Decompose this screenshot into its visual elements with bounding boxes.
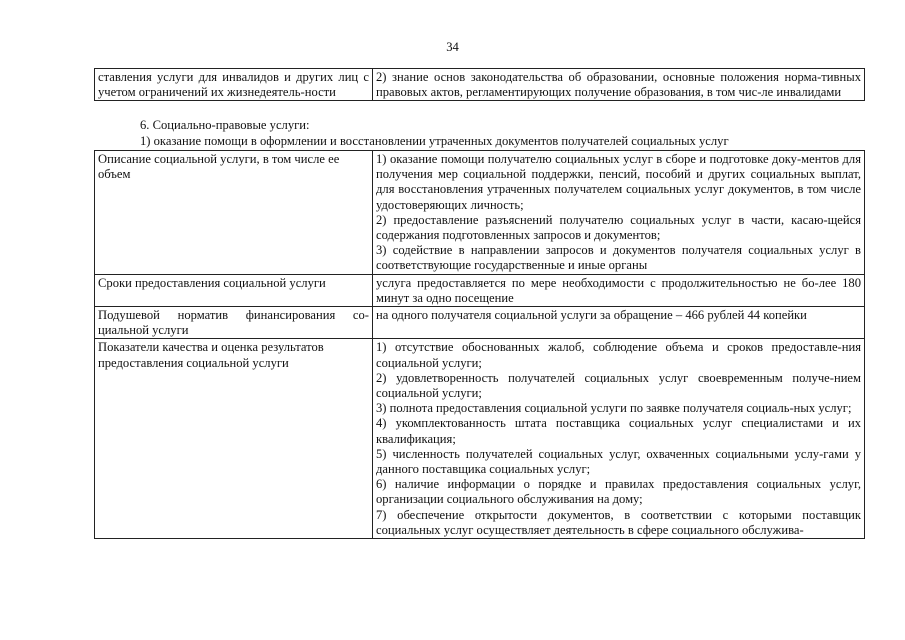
table-cell-label: Подушевой норматив финансирования со-циальной услуги: [95, 307, 373, 339]
table-cell-value: 2) знание основ законодательства об образовании, основные положения норма-тивных правовых актов, регламентирующих получение образования, в том чис-ле инвалидами: [373, 69, 865, 101]
list-item: 3) содействие в направлении запросов и документов получателя социальных услуг в соответствующие государственные и иные органы: [376, 243, 861, 273]
table-cell-label: ставления услуги для инвалидов и других лиц с учетом ограничений их жизнедеятель-ности: [95, 69, 373, 101]
page-number: 34: [446, 40, 459, 54]
list-item: 4) укомплектованность штата поставщика социальных услуг специалистами и их квалификация;: [376, 416, 861, 446]
list-item: 3) полнота предоставления социальной услуги по заявке получателя социаль-ных услуг;: [376, 401, 852, 416]
table-row: [95, 307, 865, 339]
table-cell-label: Описание социальной услуги, в том числе ее объем: [95, 151, 373, 275]
table-cell-value: [373, 339, 865, 539]
list-item: 6) наличие информации о порядке и правилах предоставления социальных услуг, организации социального обслуживания на дому;: [376, 477, 861, 507]
list-item: на одного получателя социальной услуги за обращение – 466 рублей 44 копейки: [376, 308, 807, 323]
table-cell-label: Сроки предоставления социальной услуги: [95, 274, 373, 306]
list-item: 5) численность получателей социальных услуг, охваченных социальными услу-гами у данного поставщика социальных услуг;: [376, 446, 861, 477]
table-cell-value: [373, 274, 865, 306]
list-item: 1) оказание помощи получателю социальных услуг в сборе и подготовке доку-ментов для получения мер социальной поддержки, пенсий, пособий и других социальных выплат, для восстановления утраченных получателем социальных услуг документов, в том числе удостоверяющих личность;: [376, 152, 861, 212]
table-row: [95, 339, 865, 539]
list-item: 2) удовлетворенность получателей социальных услуг своевременным получе-нием социальной услуги;: [376, 370, 861, 401]
table-cell-label: Показатели качества и оценка результатов предоставления социальной услуги: [95, 339, 373, 539]
table-row: [95, 274, 865, 306]
continued-table: [94, 68, 865, 101]
subsection-heading: 1) оказание помощи в оформлении и восстановлении утраченных документов получателей социальных услуг: [140, 134, 729, 148]
table-cell-value: [373, 151, 865, 275]
table-cell-value: [373, 307, 865, 339]
table-row: [95, 69, 865, 101]
table-row: [95, 151, 865, 275]
list-item: 2) предоставление разъяснений получателю социальных услуг в части, касаю-щейся содержания подготовленных запросов и документов;: [376, 212, 861, 243]
list-item: 7) обеспечение открытости документов, в соответствии с которыми поставщик социальных услуг осуществляет деятельность в сфере социального обслужива-: [376, 507, 861, 537]
list-item: 1) отсутствие обоснованных жалоб, соблюдение объема и сроков предоставле-ния социальной услуги;: [376, 340, 861, 370]
section-heading: 6. Социально-правовые услуги:: [140, 118, 310, 132]
service-table: [94, 150, 865, 539]
list-item: услуга предоставляется по мере необходимости с продолжительностью не бо-лее 180 минут за одно посещение: [376, 275, 861, 305]
